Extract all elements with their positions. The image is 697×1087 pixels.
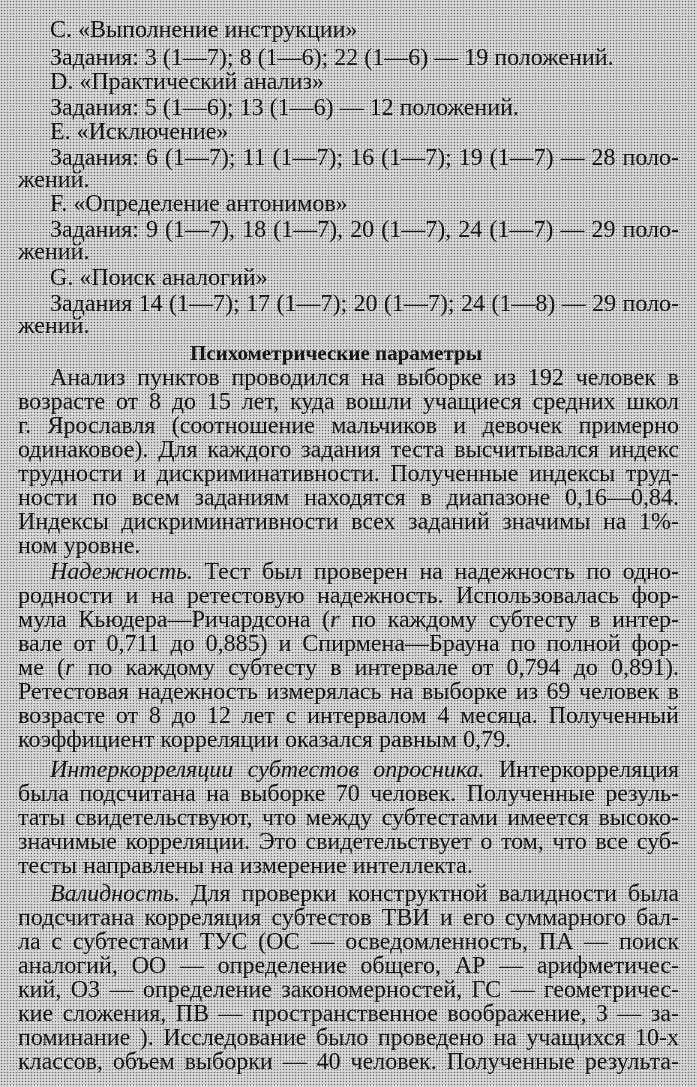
subtest-c-tasks: Задания: 3 (1—7); 8 (1—6); 22 (1—6) — 19 положений. — [50, 45, 614, 71]
run-in-heading-reliability: Надежность. — [50, 559, 193, 585]
subtest-e-tasks-cont: жений. — [18, 167, 90, 193]
subtest-f-tasks: Задания: 9 (1—7), 18 (1—7), 20 (1—7), 24 (1—7) — 29 поло- — [50, 217, 679, 243]
subtest-g-title: G. «Поиск аналогий» — [50, 265, 268, 291]
run-in-heading-intercorrelations: Интеркорреляции субтестов опросника. — [50, 757, 485, 783]
paragraph-line: вале от 0,711 до 0,885) и Спирмена—Брауна по полной фор- — [18, 631, 679, 657]
subtest-e-tasks: Задания: 6 (1—7); 11 (1—7); 16 (1—7); 19 (1—7) — 28 поло- — [50, 145, 679, 171]
subtest-e-title: E. «Исключение» — [50, 119, 229, 145]
subtest-d-tasks: Задания: 5 (1—6); 13 (1—6) — 12 положений. — [50, 95, 519, 121]
paragraph-line: мула Кьюдера—Ричардсона (r по каждому субтесту в интер- — [18, 607, 680, 633]
paragraph-line: Ретестовая надежность измерялась на выборке из 69 человек в — [18, 679, 679, 705]
paragraph-line: родности и на ретестовую надежность. Использовалась фор- — [18, 583, 679, 609]
paragraph-line: была подсчитана на выборке 70 человек. Полученные резуль- — [18, 781, 679, 807]
subtest-g-tasks: Задания 14 (1—7); 17 (1—7); 20 (1—7); 24 (1—8) — 29 поло- — [50, 291, 679, 317]
subtest-g-tasks-cont: жений. — [18, 313, 90, 339]
paragraph-line: тесты направлены на измерение интеллекта. — [18, 853, 473, 879]
r-symbol: r — [65, 655, 75, 681]
paragraph-line: Анализ пунктов проводился на выборке из 192 человек в — [50, 365, 679, 391]
paragraph-line: Надежность. Тест был проверен на надежность по одно- — [50, 559, 679, 585]
paragraph-line: коэффициент корреляции оказался равным 0,79. — [18, 727, 512, 753]
paragraph-line: кий, ОЗ — определение закономерностей, ГС — геометричес- — [18, 977, 679, 1003]
paragraph-line: возрасте от 8 до 15 лет, куда вошли учащиеся средних школ — [18, 389, 679, 415]
paragraph-line: поминание ). Исследование было проведено на учащихся 10-х — [18, 1025, 679, 1051]
paragraph-line: одинаковое). Для каждого задания теста высчитывался индекс — [18, 437, 679, 463]
paragraph-line: г. Ярославля (соотношение мальчиков и девочек примерно — [18, 413, 679, 439]
run-in-heading-validity: Валидность. — [50, 881, 181, 907]
subtest-c-title: C. «Выполнение инструкции» — [50, 17, 358, 43]
paragraph-line: значимые корреляции. Это свидетельствует о том, что все суб- — [18, 829, 679, 855]
subtest-d-title: D. «Практический анализ» — [50, 69, 324, 95]
r-symbol: r — [330, 607, 340, 633]
paragraph-line: ла с субтестами ТУС (ОС — осведомленность, ПА — поиск — [18, 929, 679, 955]
paragraph-line: кие сложения, ПВ — пространственное воображение, З — за- — [18, 1001, 679, 1027]
paragraph-line: трудности и дискриминативности. Полученные индексы труд- — [18, 461, 679, 487]
paragraph-line: ме (r по каждому субтесту в интервале от 0,794 до 0,891). — [18, 655, 679, 681]
paragraph-line: Индексы дискриминативности всех заданий значимы на 1%- — [18, 509, 679, 535]
subtest-f-tasks-cont: жений. — [18, 239, 90, 265]
paragraph-line: аналогий, ОО — определение общего, АР — арифметичес- — [18, 953, 679, 979]
paragraph-line: возрасте от 8 до 12 лет с интервалом 4 месяца. Полученный — [18, 703, 679, 729]
subtest-f-title: F. «Определение антонимов» — [50, 191, 348, 217]
paragraph-line: Интеркорреляции субтестов опросника. Интеркорреляция — [50, 757, 679, 783]
paragraph-line: ном уровне. — [18, 533, 141, 559]
paragraph-line: таты свидетельствуют, что между субтестами имеется высоко- — [18, 805, 679, 831]
paragraph-line: классов, объем выборки — 40 человек. Полученные результа- — [18, 1049, 679, 1075]
paragraph-line: ности по всем заданиям находятся в диапазоне 0,16—0,84. — [18, 485, 679, 511]
section-heading: Психометрические параметры — [190, 341, 483, 365]
paragraph-line: Валидность. Для проверки конструктной валидности была — [50, 881, 679, 907]
paragraph-line: подсчитана корреляция субтестов ТВИ и его суммарного бал- — [18, 905, 679, 931]
